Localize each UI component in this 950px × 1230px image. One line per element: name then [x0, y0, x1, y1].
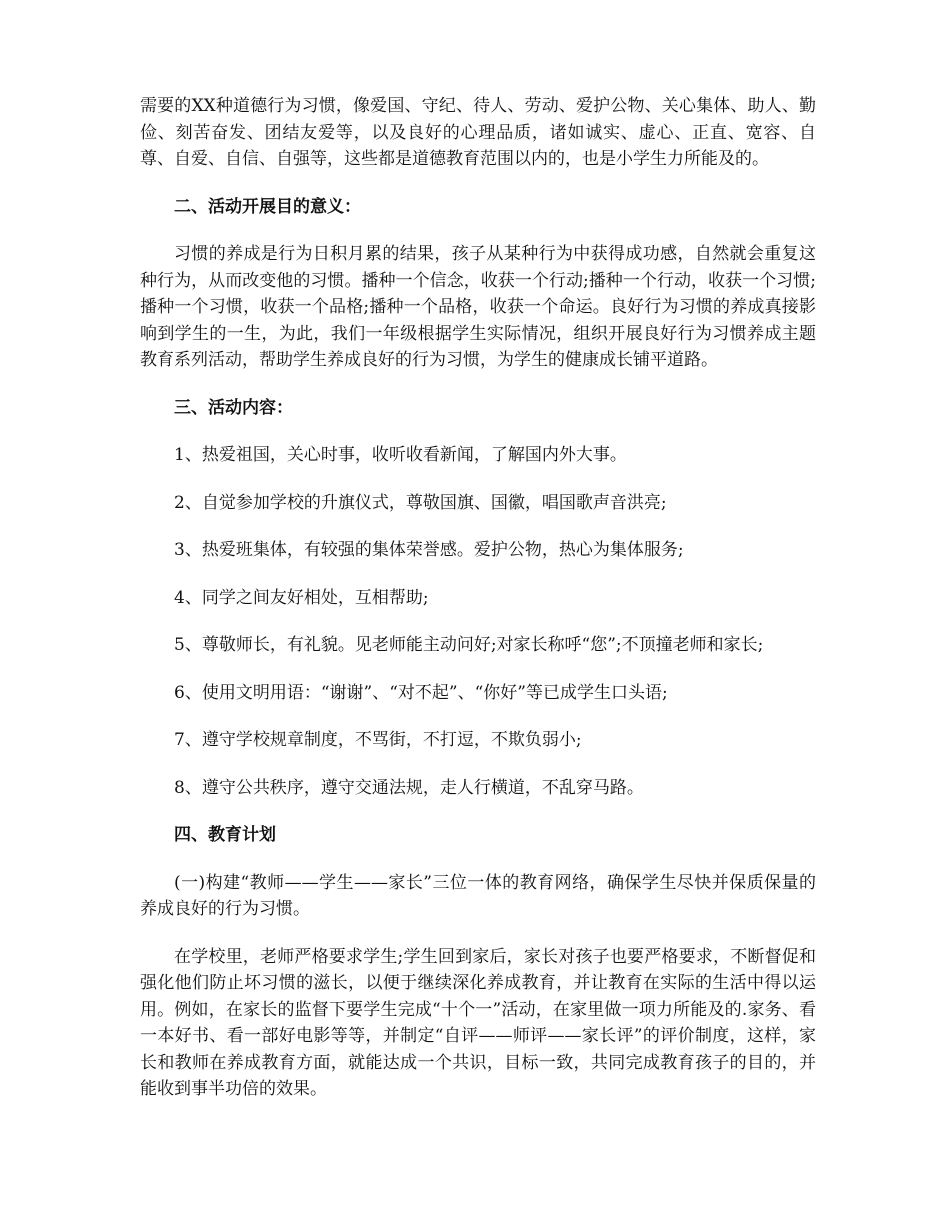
section-heading-purpose: 二、活动开展目的意义：: [174, 196, 361, 217]
plan-paragraph-network: (一)构建“教师——学生——家长”三位一体的教育网络，确保学生尽快并保质保量的养成良好的行为习惯。: [140, 872, 816, 919]
content-item-5: 5、尊敬师长，有礼貌。见老师能主动问好;对家长称呼“您”;不顶撞老师和家长;: [174, 635, 764, 655]
plan-paragraph-school-home: 在学校里，老师严格要求学生;学生回到家后，家长对孩子也要严格要求，不断督促和强化他们防止坏习惯的滋长，以便于继续深化养成教育，并让教育在实际的生活中得以运用。例如，在家长的监督下要学生完成“十个一”活动，在家里做一项力所能及的.家务、看一本好书、看一部好电影等等，并制定“自评——师评——家长评”的评价制度，这样，家长和教师在养成教育方面，就能达成一个共识，目标一致，共同完成教育孩子的目的，并能收到事半功倍的效果。: [140, 946, 816, 1099]
content-item-6: 6、使用文明用语：“谢谢”、“对不起”、“你好”等已成学生口头语;: [174, 682, 668, 703]
intro-paragraph: 需要的XX种道德行为习惯，像爱国、守纪、待人、劳动、爱护公物、关心集体、助人、勤俭、刻苦奋发、团结友爱等，以及良好的心理品质，诸如诚实、虚心、正直、宽容、自尊、自爱、自信、自强等，这些都是道德教育范围以内的，也是小学生力所能及的。: [140, 96, 816, 169]
content-item-4: 4、同学之间友好相处，互相帮助;: [174, 587, 429, 608]
content-item-3: 3、热爱班集体，有较强的集体荣誉感。爱护公物，热心为集体服务;: [174, 540, 684, 560]
content-item-8: 8、遵守公共秩序，遵守交通法规，走人行横道，不乱穿马路。: [174, 777, 644, 798]
section-heading-plan: 四、教育计划: [174, 825, 276, 845]
document-page: [140, 93, 816, 1124]
purpose-paragraph: 习惯的养成是行为日积月累的结果，孩子从某种行为中获得成功感，自然就会重复这种行为，从而改变他的习惯。播种一个信念，收获一个行动;播种一个行动，收获一个习惯;播种一个习惯，收获一个品格;播种一个品格，收获一个命运。良好行为习惯的养成真接影响到学生的一生，为此，我们一年级根据学生实际情况，组织开展良好行为习惯养成主题教育系列活动，帮助学生养成良好的行为习惯，为学生的健康成长铺平道路。: [140, 244, 816, 370]
content-item-1: 1、热爱祖国，关心时事，收听收看新闻，了解国内外大事。: [174, 445, 627, 465]
section-heading-content: 三、活动内容：: [174, 397, 293, 418]
content-item-7: 7、遵守学校规章制度，不骂街，不打逗，不欺负弱小;: [174, 730, 582, 750]
content-item-2: 2、自觉参加学校的升旗仪式，尊敬国旗、国徽，唱国歌声音洪亮;: [174, 492, 667, 513]
